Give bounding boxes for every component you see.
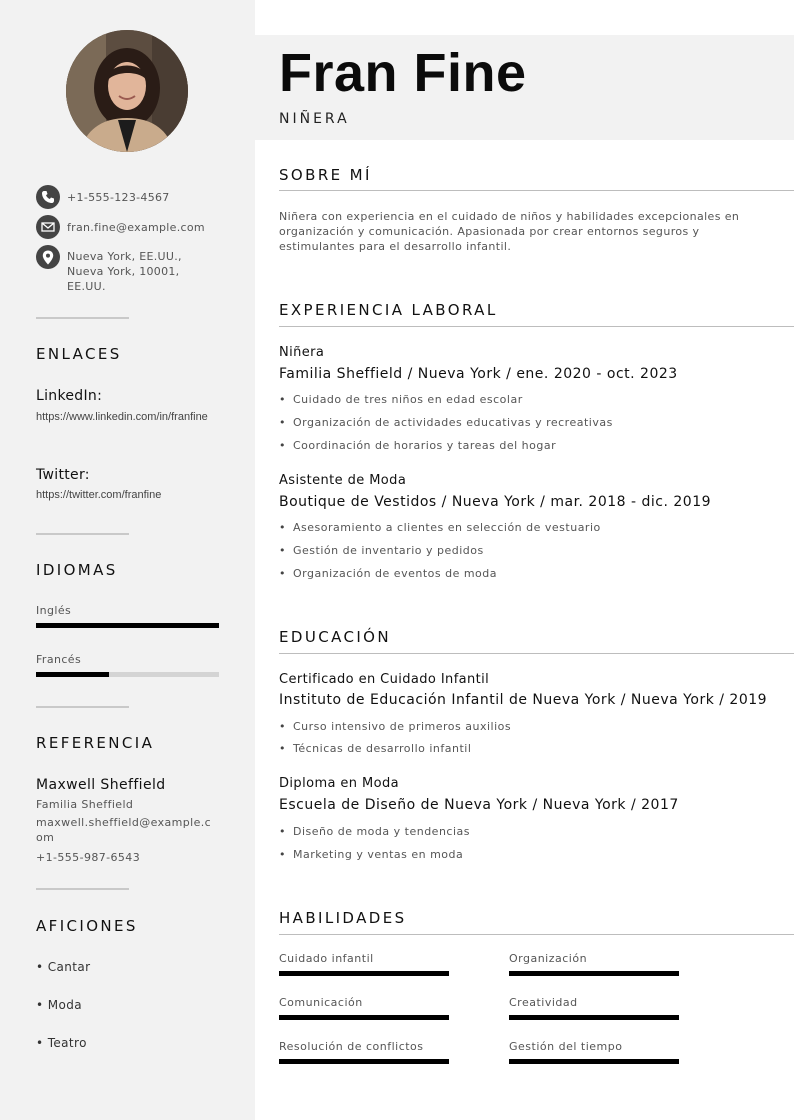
skill-name: Creatividad [509, 996, 578, 1009]
contact-phone [36, 185, 170, 209]
skill-item [509, 996, 679, 1020]
skill-item [509, 952, 679, 976]
skill-bar [279, 1015, 449, 1020]
mail-icon [36, 215, 60, 239]
language-level-bar [36, 623, 219, 628]
hobby-label: Cantar [47, 960, 91, 974]
skill-bar [509, 1015, 679, 1020]
experience-heading: EXPERIENCIA LABORAL [279, 301, 498, 319]
divider [36, 533, 129, 535]
reference-name: Maxwell Sheffield [36, 777, 166, 793]
address-line-3: EE.UU. [67, 280, 106, 293]
skill-bar [279, 971, 449, 976]
hobby-item: • Cantar [36, 960, 91, 974]
address-line-2: Nueva York, 10001, [67, 265, 180, 278]
education-bullet: • Curso intensivo de primeros auxilios [279, 720, 511, 733]
job-bullet: • Cuidado de tres niños en edad escolar [279, 393, 523, 406]
job-org: Boutique de Vestidos / Nueva York / mar. 2018 - dic. 2019 [279, 494, 712, 510]
hobby-label: Moda [47, 998, 82, 1012]
skill-bar [509, 1059, 679, 1064]
skill-bar [279, 1059, 449, 1064]
language-name: Francés [36, 653, 82, 666]
education-org: Instituto de Educación Infantil de Nueva York / Nueva York / 2019 [279, 692, 768, 708]
divider [36, 317, 129, 319]
education-heading: EDUCACIÓN [279, 628, 392, 646]
hobbies-heading: AFICIONES [36, 917, 138, 935]
address-text [67, 249, 182, 294]
avatar [66, 30, 188, 152]
skill-name: Cuidado infantil [279, 952, 374, 965]
divider [36, 706, 129, 708]
about-heading: SOBRE MÍ [279, 166, 372, 184]
job-bullet: • Organización de actividades educativas y recreativas [279, 416, 613, 429]
education-bullet: • Diseño de moda y tendencias [279, 825, 470, 838]
education-bullet: • Marketing y ventas en moda [279, 848, 463, 861]
language-name: Inglés [36, 604, 72, 617]
job-bullet: • Gestión de inventario y pedidos [279, 544, 484, 557]
address-line-1: Nueva York, EE.UU., [67, 250, 182, 263]
skill-bar [509, 971, 679, 976]
language-level-fill [36, 672, 109, 677]
section-divider [279, 326, 794, 327]
section-divider [279, 934, 794, 935]
skill-item [279, 952, 449, 976]
skill-name: Comunicación [279, 996, 363, 1009]
job-title: Asistente de Moda [279, 473, 407, 488]
sidebar [0, 0, 255, 1120]
job-org: Familia Sheffield / Nueva York / ene. 2020 - oct. 2023 [279, 366, 678, 382]
education-title: Diploma en Moda [279, 776, 399, 791]
skill-name: Organización [509, 952, 588, 965]
reference-heading: REFERENCIA [36, 734, 155, 752]
linkedin-label: LinkedIn: [36, 388, 103, 404]
hobby-item: • Moda [36, 998, 82, 1012]
person-name: Fran Fine [279, 43, 527, 103]
education-org: Escuela de Diseño de Nueva York / Nueva York / 2017 [279, 797, 679, 813]
education-bullet: • Técnicas de desarrollo infantil [279, 742, 471, 755]
phone-icon [36, 185, 60, 209]
email-link[interactable]: fran.fine@example.com [67, 221, 205, 234]
divider [36, 888, 129, 890]
hobby-item: • Teatro [36, 1036, 87, 1050]
hobby-label: Teatro [47, 1036, 87, 1050]
about-text: Niñera con experiencia en el cuidado de niños y habilidades excepcionales en organización y comunicación. Apasionada por crear entornos seguros y estimulantes para el desarrollo infantil. [279, 210, 740, 253]
skill-name: Resolución de conflictos [279, 1040, 424, 1053]
skill-name: Gestión del tiempo [509, 1040, 623, 1053]
contact-email [36, 215, 205, 239]
job-bullet: • Asesoramiento a clientes en selección de vestuario [279, 521, 601, 534]
phone-text: +1-555-123-4567 [67, 191, 170, 204]
job-title: Niñera [279, 345, 325, 360]
languages-heading: IDIOMAS [36, 561, 118, 579]
location-pin-icon [36, 245, 60, 269]
reference-phone: +1-555-987-6543 [36, 851, 141, 864]
skill-item [279, 996, 449, 1020]
job-bullet: • Organización de eventos de moda [279, 567, 497, 580]
skill-item [279, 1040, 449, 1064]
twitter-label: Twitter: [36, 467, 90, 483]
job-bullet: • Coordinación de horarios y tareas del hogar [279, 439, 556, 452]
person-role: NIÑERA [279, 111, 350, 127]
section-divider [279, 190, 794, 191]
section-divider [279, 653, 794, 654]
language-level-bar [36, 672, 219, 677]
linkedin-link[interactable]: https://www.linkedin.com/in/franfine [36, 411, 208, 423]
skills-heading: HABILIDADES [279, 909, 407, 927]
education-title: Certificado en Cuidado Infantil [279, 672, 490, 687]
links-heading: ENLACES [36, 345, 122, 363]
language-level-fill [36, 623, 219, 628]
reference-email[interactable]: maxwell.sheffield@example.com [36, 816, 212, 844]
twitter-link[interactable]: https://twitter.com/franfine [36, 489, 162, 501]
skill-item [509, 1040, 679, 1064]
contact-address [36, 245, 182, 294]
reference-org: Familia Sheffield [36, 798, 134, 811]
